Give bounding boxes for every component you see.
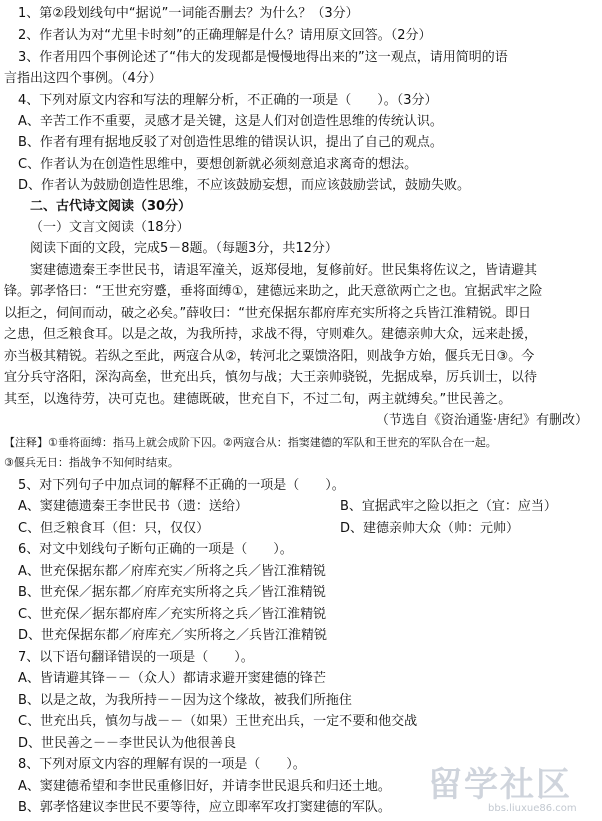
option-6d: D、世充保据东都／府库充／实所将之／兵皆江淮精锐 [18,628,328,643]
option-6c: C、世充保／据东都府库／充实所将之兵／皆江淮精锐 [18,607,327,622]
passage-line: 其至，以逸待劳，决可克也。建德既破，世充自下，不过二旬，两主就缚矣。”世民善之。 [4,392,512,407]
watermark [398,765,598,817]
question-8: 8、下列对原文内容的理解有误的一项是（ ）。 [18,757,306,772]
question-6: 6、对文中划线句子断句正确的一项是（ ）。 [18,542,293,557]
option-4a: A、辛苦工作不重要，灵感才是关键，这是人们对创造性思维的传统认识。 [18,114,443,129]
option-4d: D、作者认为鼓励创造性思维，不应该鼓励妄想，而应该鼓励尝试，鼓励失败。 [18,178,471,193]
question-1: 1、第②段划线句中“据说”一词能否删去？为什么？（3分） [18,6,359,21]
option-7d: D、世民善之－－李世民认为他很善良 [18,736,237,751]
option-7c: C、世充出兵，慎勿与战－－（如果）王世充出兵，一定不要和他交战 [18,714,418,729]
option-5c-text: C、但乏粮食耳（但：只，仅仅） [18,521,210,536]
section-heading: 二、古代诗文阅读（30分） [30,199,192,214]
watermark-logo: 留学社区 [428,765,572,805]
question-7: 7、以下语句翻译错误的一项是（ ）。 [18,650,254,665]
passage-line: 以拒之，伺间而动，破之必矣。”薛收曰：“世充保据东都府库充实所将之兵皆江淮精锐。即日 [4,306,531,321]
passage-line: 窦建德遗秦王李世民书，请退军潼关，返郑侵地，复修前好。世民集将佐议之，皆请避其 [30,263,538,278]
option-7a: A、皆请避其锋－－（众人）都请求避开窦建德的锋芒 [18,671,326,686]
annotation-note: 【注释】①垂将面缚：指马上就会成阶下囚。②两寇合从：指窦建德的军队和王世充的军队合在一起。 [4,436,497,449]
option-4b: B、作者有理有据地反驳了对创造性思维的错误认识，提出了自己的观点。 [18,135,443,150]
subsection-heading: （一）文言文阅读（18分） [30,220,190,235]
question-3: 3、作者用四个事例论述了“伟大的发现都是慢慢地得出来的”这一观点，请用简明的语 [18,50,508,65]
passage-source: （节选自《资治通鉴·唐纪》有删改） [375,413,588,428]
question-4: 4、下列对原文内容和写法的理解分析，不正确的一项是（ ）。（3分） [18,93,438,108]
question-5: 5、对下列句子中加点词的解释不正确的一项是（ ）。 [18,478,345,493]
option-5d-text: D、建德亲帅大众（帅：元帅） [340,521,520,536]
passage-line: 亦当极其精锐。若纵之至此，两寇合从②，转河北之粟馈洛阳，则战争方始，偃兵无日③。今 [4,349,535,364]
option-8a: A、窦建德希望和李世民重修旧好，并请李世民退兵和归还土地。 [18,779,391,794]
passage-line: 之患，但乏粮食耳。以是之故，为我所持，求战不得，守则难久。建德亲帅大众，远来赴援， [4,327,538,342]
reading-instruction: 阅读下面的文段，完成5－8题。（每题3分，共12分） [30,241,338,256]
option-5c [0,519,602,539]
option-8b: B、郭孝恪建议李世民不要等待，应立即率军攻打窦建德的军队。 [18,800,391,815]
annotation-note-cont: ③偃兵无日：指战争不知何时结束。 [4,456,179,469]
passage-line: 锋。郭孝恪曰：“王世充穷蹙，垂将面缚①，建德远来助之，此天意欲两亡之也。宜据武牢之险 [4,284,543,299]
option-6b: B、世充保／据东都／府库充实所将之兵／皆江淮精锐 [18,585,326,600]
watermark-url: bbs.liuxue86.com [488,803,577,814]
passage-line: 宜分兵守洛阳，深沟高垒，世充出兵，慎勿与战；大王亲帅骁锐，先据成皋，厉兵训士，以待 [4,370,538,385]
option-5b-text: B、宜据武牢之险以拒之（宜：应当） [340,499,557,514]
option-5a-text: A、窦建德遗秦王李世民书（遗：送给） [18,499,248,514]
question-3-cont: 言指出这四个事例。（4分） [4,71,162,86]
option-5a [0,497,602,517]
option-7b: B、以是之故，为我所持－－因为这个缘故，被我们所拖住 [18,693,352,708]
question-2: 2、作者认为对“尤里卡时刻”的正确理解是什么？请用原文回答。（2分） [18,28,432,43]
option-6a: A、世充保据东都／府库充实／所将之兵／皆江淮精锐 [18,564,326,579]
option-4c: C、作者认为在创造性思维中，要想创新就必须刻意追求离奇的想法。 [18,157,418,172]
